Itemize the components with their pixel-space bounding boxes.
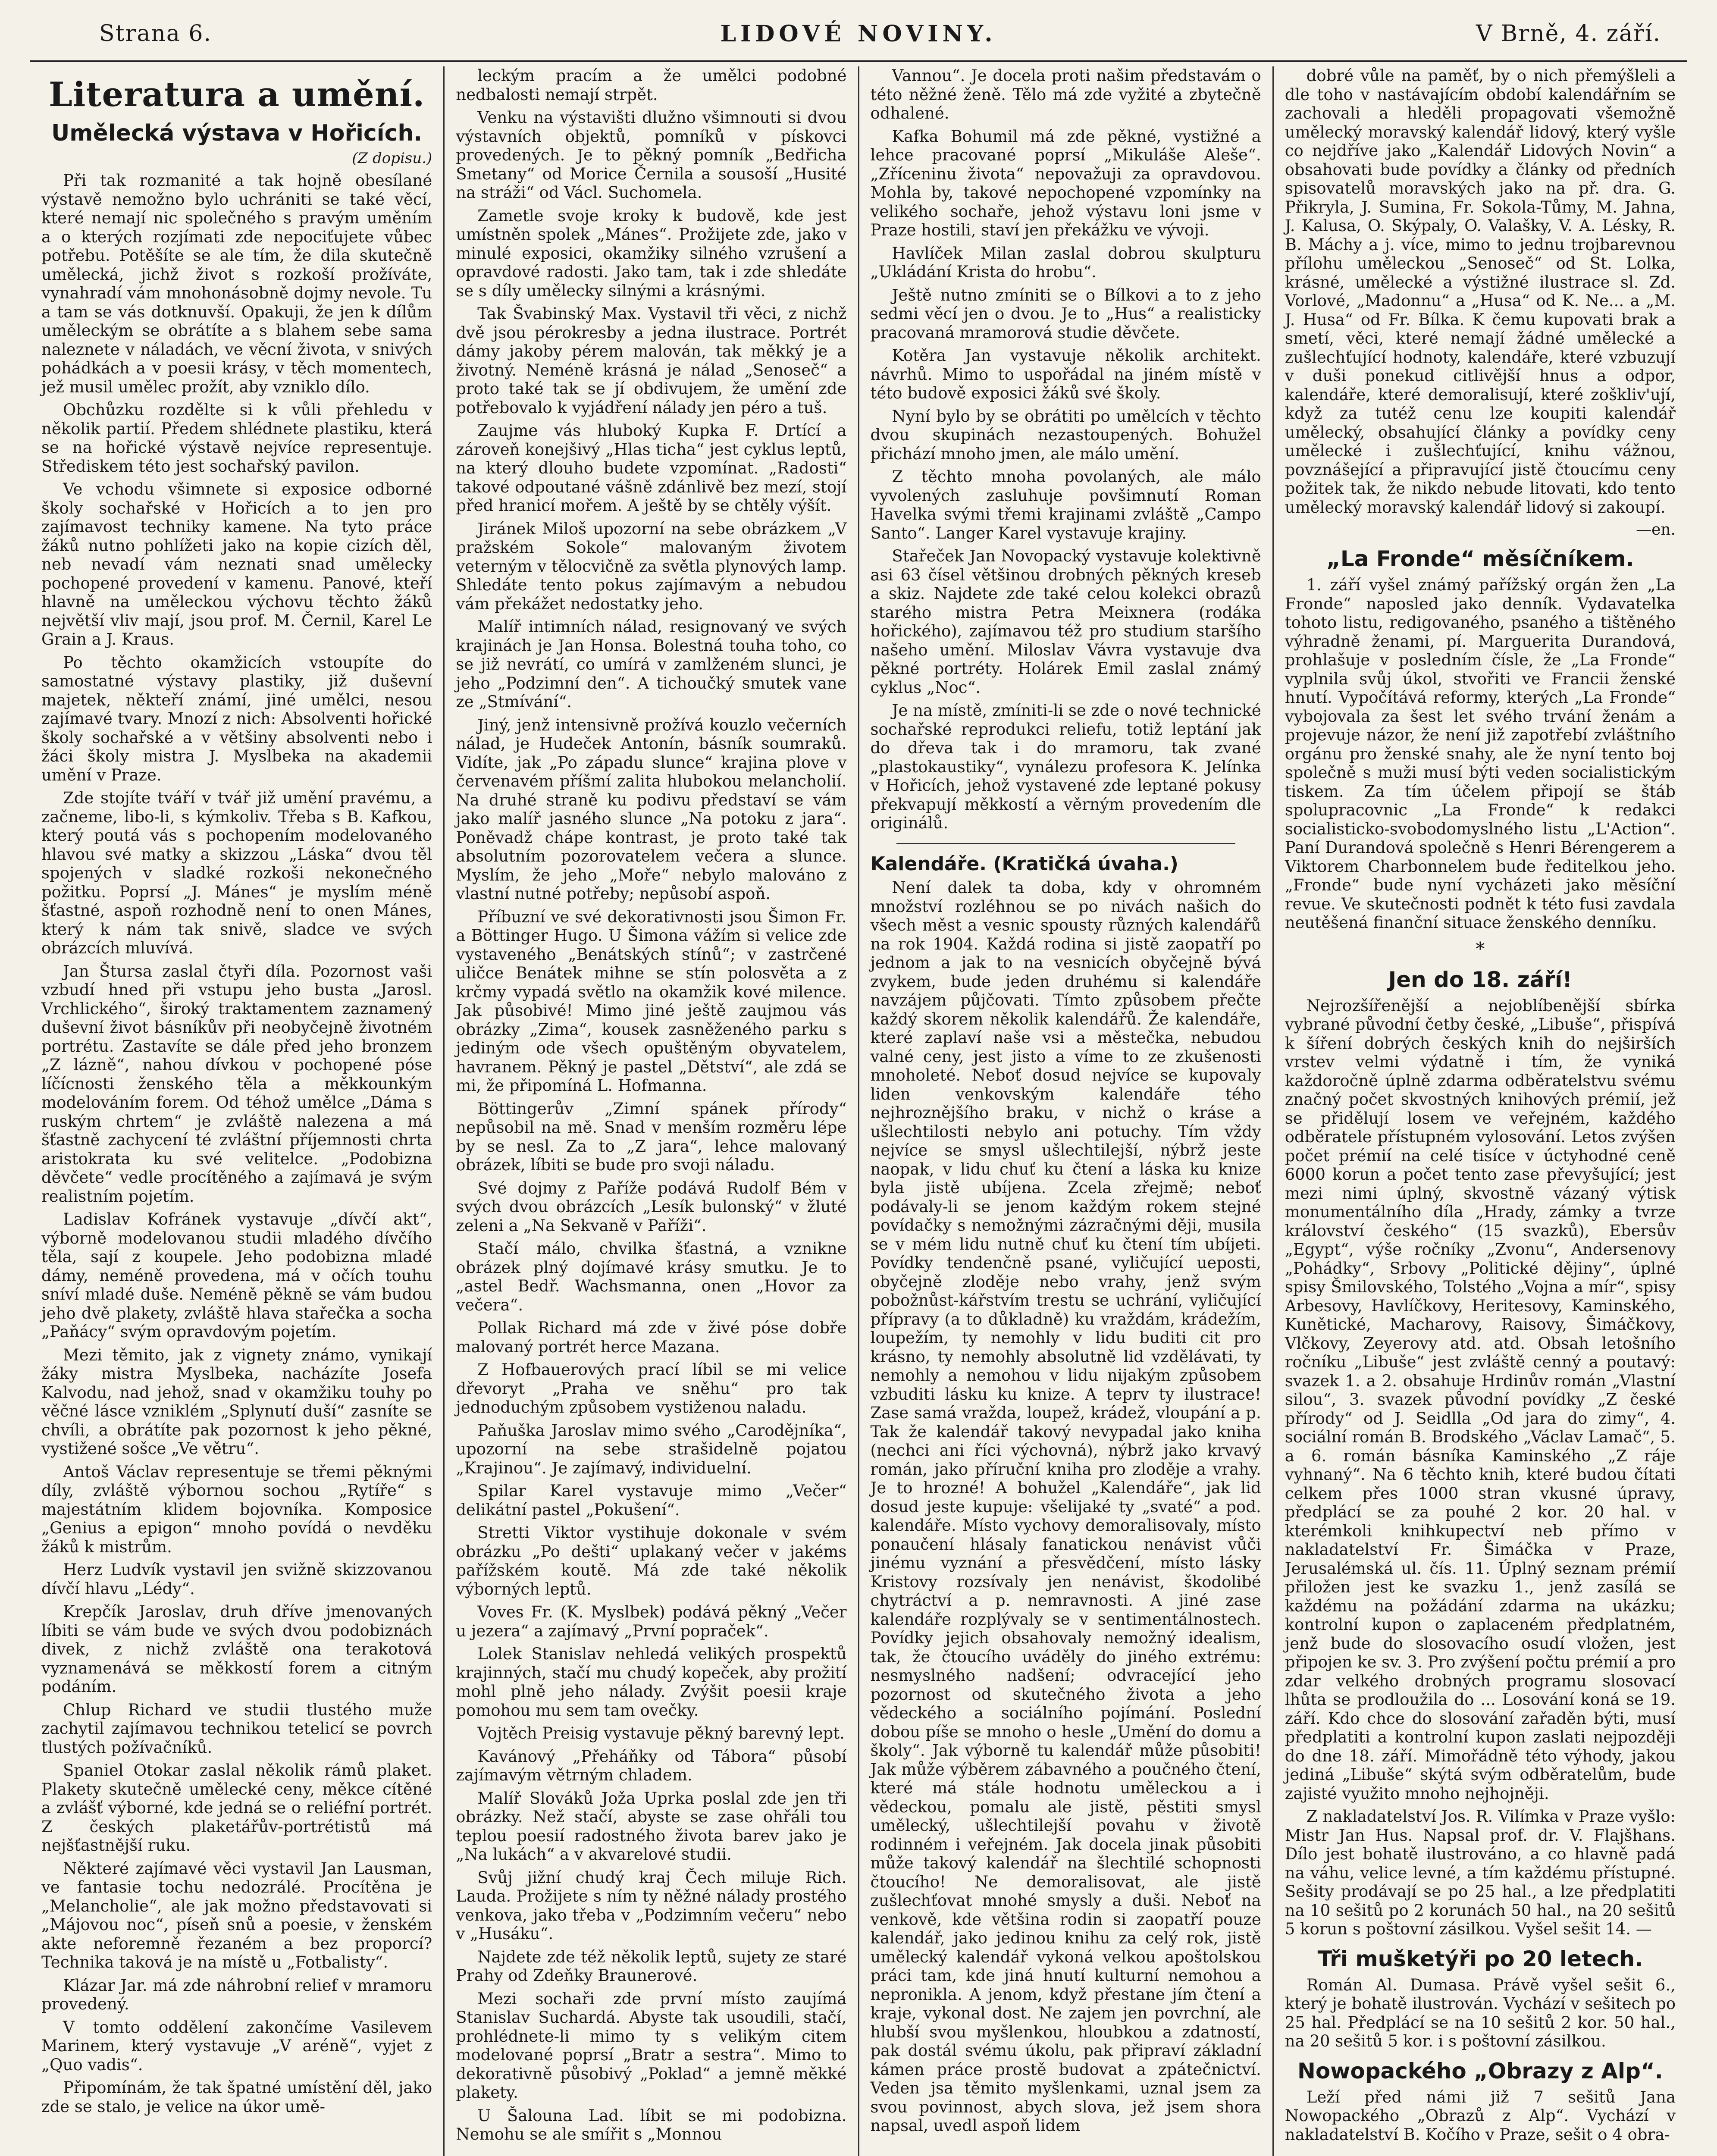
- divider: [896, 843, 1235, 844]
- paragraph: Po těchto okamžicích vstoupíte do samostatné výstavy plastiky, již duševní majetek, někteří známí, jiné umělci, nesou zajímavé tvary. Mnozí z nich: Absolventi hořické školy sochařské a v většiny absolventi nebo i žáci školy mistra J. Myslbeka na akademii umění v Praze.: [41, 653, 432, 784]
- paragraph: Mezi těmito, jak z vignety známo, vynikají žáky mistra Myslbeka, nacházíte Josefa Kalvodu, nad jehož, snad v okamžiku touhy po věčné lásce vzniklém „Splynutí duší“ zasníte se chvíli, a obrátíte pak pozornost k jeho pěkné, vystižené sošce „Ve větru“.: [41, 1345, 432, 1458]
- issue-dateline: V Brně, 4. září.: [1476, 21, 1661, 47]
- separator-star: *: [1476, 938, 1485, 959]
- section-title: Literatura a umění.: [48, 75, 425, 114]
- paragraph: Jiný, jenž intensivně prožívá kouzlo večerních nálad, je Hudeček Antonín, básník soumraků. Vidíte, jak „Po západu slunce“ krajina plove v červenavém příšmí zalita hlubokou melancholií. Na druhé straně ku podivu představí se vám jako malíř jasného slunce „Na potoku z jara“. Poněvadž chápe kontrast, je proto také tak absolutním pozorovatelem večera a slunce. Myslím, že jeho „Moře“ nebylo malováno z vlastní nutné potřeby; nepůsobí aspoň.: [456, 715, 847, 903]
- paragraph: 1. září vyšel známý pařížský orgán žen „La Fronde“ naposled jako denník. Vydavatelka tohoto listu, redigovaného, psaného a tištěného výhradně ženami, pí. Marguerita Durandová, prohlašuje v posledním čísle, že „La Fronde“ vyplnila svůj úkol, stvořiti ve Francii ženské hnutí. Vypočítává reformy, kterých „La Fronde“ vybojovala za šest let svého trvání ženám a projevuje názor, že není již zapotřebí zvláštního orgánu pro ženské snahy, ale že nyní tento boj společně s muži musí býti veden socialistickým tiskem. Za tím účelem připojí se štáb spolupracovnic „La Fronde“ k redakci socialisticko-svobodomyslného listu „L'Action“. Paní Durandová společně s Henri Bérengerem a Viktorem Charbonnelem bude ředitelkou jeho. „Fronde“ bude nyní vycházeti jako měsíční revue. Ve skutečnosti podnět k této fusi zavdala neutěšená finanční situace ženského denníku.: [1285, 576, 1676, 932]
- paragraph: Kafka Bohumil má zde pěkné, vystižné a lehce pracované poprsí „Mikuláše Aleše“. „Zříceninu života“ nepovažuji za opravdovou. Mohla by, takové nepochopené vzpomínky na velikého sochaře, jehož výstavu loni jsme v Praze hostili, staví jen překážku ve vývoji.: [870, 127, 1261, 239]
- paragraph: Lolek Stanislav nehledá velikých prospektů krajinných, stačí mu chudý kopeček, aby prožití mohl plně jeho nálady. Zvýšit poesii kraje pomohou mu sem tam ovečky.: [456, 1645, 847, 1720]
- paragraph: Voves Fr. (K. Myslbek) podává pěkný „Večer u jezera“ a zajímavý „První popraček“.: [456, 1603, 847, 1640]
- fronde-title: „La Fronde“ měsíčníkem.: [1326, 546, 1634, 571]
- column-4: [1274, 66, 1687, 2156]
- paragraph: Jan Štursa zaslal čtyři díla. Pozornost vaši vzbudí hned při vstupu jeho busta „Jarosl. Vrchlického“, široký traktamentem zaznamený duševní život básníkův při neobyčejně životném portrétu. Zastavíte se dále před jeho bronzem „Z lázně“, nahou dívkou v pochopené póse líčícnosti ženského těla a měkkounkým modelováním forem. Od téhož umělce „Dáma s ruským chrtem“ je zvláště nalezena a má šťastně zachycení té zvláštní příjemnosti chrta aristokrata ku své velitelce. „Podobizna děvčete“ vedle procítěného a zajímavá je svým realistním pojetím.: [41, 962, 432, 1206]
- column-1: [30, 66, 445, 2156]
- column-2: [445, 66, 859, 2156]
- paragraph: Antoš Václav representuje se třemi pěknými díly, zvláště výbornou sochou „Rytíře“ s majestátním klidem bojovníka. Komposice „Genius a epigon“ mnoho povídá o nevděku žáků k mistrům.: [41, 1462, 432, 1556]
- paragraph: Vannou“. Je docela proti našim představám o této něžné ženě. Tělo má zde vyžité a zbytečně odhalené.: [870, 66, 1261, 122]
- fronde-body: [1285, 576, 1676, 932]
- page-header: [30, 13, 1687, 62]
- paragraph: Havlíček Milan zaslal dobrou skulpturu „Ukládání Krista do hrobu“.: [870, 244, 1261, 281]
- vilimek-notice: Z nakladatelství Jos. R. Vilímka v Praze vyšlo: Mistr Jan Hus. Napsal prof. dr. V. Flajšhans. Dílo jest bohatě ilustrováno, a co hlavně padá na váhu, velice levné, a tím každému přístupné. Sešity prodávají se po 25 hal., a lze předplatiti na 10 sešitů po 2 korunách 50 hal., na 20 sešitů 5 korun s poštovní zásilkou. Vyšel sešit 14. —: [1285, 1807, 1676, 1938]
- paragraph: Kotěra Jan vystavuje několik architekt. návrhů. Mimo to uspořádal na jiném místě v této budově exposici žáků své školy.: [870, 346, 1261, 402]
- paragraph: Malíř Slováků Joža Uprka poslal zde jen tři obrázky. Než stačí, abyste se zase ohřáli tou teplou poesií radostného života barev jako je „Na lukách“ a v akvarelové studii.: [456, 1789, 847, 1864]
- column-3: [859, 66, 1274, 2156]
- paragraph: U Šalouna Lad. líbit se mi podobizna. Nemohu se ale smířit s „Monnou: [456, 2106, 847, 2143]
- paragraph: Najdete zde též několik leptů, sujety ze staré Prahy od Zdeňky Braunerové.: [456, 1947, 847, 1985]
- paragraph: Není dalek ta doba, kdy v ohromném množství rozléhnou se po nivách našich do všech měst a vesnic spousty různých kalendářů na rok 1904. Každá rodina si jistě zaopatří po jednom a jak to na vesnicích obyčejně bývá zvykem, bude jeden druhému si kalendáře navzájem půjčovati. Tímto způsobem přečte každý skorem několik kalendářů. Že kalendáře, které zaplaví naše vsi a městečka, nebudou valné ceny, jest jisto a víme to ze zkušenosti mnoholeté. Neboť dosud nejvíce se kupovaly liden venkovským kalendáře tého nejhroznějšího braku, v nichž o kráse a ušlechtilosti nebylo ani potuchy. Tím vždy nejvíce se smysl ušlechtilejší, nýbrž jeste naopak, v lidu chuť ku čtení a láska ku knize byla jistě ubíjena. Zcela zřejmě; neboť podávaly-li se jenom každým rokem stejné povídačky s nemožnými zázračnými ději, musila se v mém lidu nutně chuť ku čtení tím ubíjeti. Povídky tendenčně psané, vyličující ueposti, obyčejně zloděje nebo vrahy, jenž svým pobožnůst-kářstvím trestu se uchrání, vyličující přípravy (a to důkladně) ku vraždám, krádežím, loupežím, ty nemohly v lidu buditi cit pro krásno, ty nemohly absolutně lid vzdělávati, ty nemohly a nemohou v lidu nijakým způsobem vzbuditi lásku ku knize. A teprv ty ilustrace! Zase samá vražda, loupež, krádež, vloupání a p. Tak že kalendář takový nevypadal jako kniha (nechci ani říci výchovná), nýbrž jako krvavý román, jako příruční kniha pro zloděje a vrahy. Je to hrozné! A bohužel „Kalendáře“, jak lid dosud jeste kupuje: všelijaké ty „svaté“ a pod. kalendáře. Místo vychovy demoralisovaly, místo ponaučení hlásaly fanatickou nenávist vůči jinému vyznání a přesvědčení, místo lásky Kristovy rozsívaly jen nenávist, škodolibé chytráctví a p. nemravnosti. A jiné zase kalendáře rozplývaly se v sentimentálnostech. Povídky jejich obsahovaly nemožný idealism, tak, že čtoucího uváděly do jiného extrému: nesmyslného nadšení; odvracející jeho pozornost od skutečného života a jeho vědeckého a sociálního pojímání. Poslední dobou píše se mnoho o hesle „Umění do domu a školy“. Jak výborně tu kalendář může působiti! Jak může výběrem zábavného a poučného čtení, které má stále hodnotu uměleckou a i vědeckou, pomalu ale jistě, pěstiti smysl umělecký, ušlechtilejší povahu v životě rodinném i veřejném. Jak docela jinak působiti může takový kalendář na šlechtilé schopnosti čtoucího! Ne demoralisovat, ale jistě zušlechťovat mnohé smysly a duši. Neboť na venkově, kde většina rodin si zaopatří pouze kalendář, jako jedinou knihu za celý rok, jistě umělecký kalendář vykoná velkou apoštolskou práci tam, kde jiná hnutí kulturní nemohou a nepronikla. A jenom, když přestane jím čtení a kraje, vykonal dost. Ne zajem jen povrchní, ale hlubší svou myšlenkou, hloubkou a zdatností, pak dostál svému úkolu, pak připraví základní kámen práce prostě budovat a zpátečnictví. Veden jsa těmito myšlenkami, uznal jsem za svou povinnost, abych slova, jež jsem shora napsal, uvedl aspoň lidem: [870, 878, 1261, 2135]
- paragraph: Je na místě, zmíniti-li se zde o nové technické sochařské reprodukci reliefu, totiž leptání jak do dřeva tak i do mramoru, tak zvané „plastokaustiky“, vynálezu profesora K. Jelínka v Hořicích, jehož vystavené zde leptané pokusy překvapují měkkostí a věrným provedením dle originálů.: [870, 701, 1261, 832]
- paragraph: Svůj jižní chudý kraj Čech miluje Rich. Lauda. Prožijete s ním ty něžné nálady prostého venkova, jako třeba v „Podzimním večeru“ nebo v „Husáku“.: [456, 1868, 847, 1943]
- calendar-article-body: [871, 878, 1261, 2135]
- calendar-article-intro: Kalendáře. (Kratičká úvaha.): [870, 852, 1178, 875]
- paragraph: Venku na výstavišti dlužno všimnouti si dvou výstavních objektů, pomníků v pískovci provedených. Je to pěkný pomník „Bedřicha Smetany“ od Morice Černila a sousoší „Husité na stráži“ od Václ. Suchomela.: [456, 108, 847, 202]
- paragraph: Nejrozšířenější a nejoblíbenější sbírka vybrané původní četby české, „Libuše“, přispívá k šíření dobrých českých knih do nejširších vrstev velmi výdatně i tím, že vyniká každoročně úplně zdarma odběratelstvu svému značný počet skvostných knihových prémií, jež se přidělují losem ve veřejném, každého odběratele přístupném vylosování. Letos zvýšen počet prémií na celé tisíce v úctyhodné ceně 6000 korun a počet tento zase převyšující; jest mezi nimi úplný, skvostně vázaný výtisk monumentálního díla „Hrady, zámky a tvrze království českého“ (15 svazků), Ebersův „Egypt“, výše ročníky „Zvonu“, Andersenovy „Pohádky“, Srbovy „Politické dějiny“, úplné spisy Šmilovského, Tolstého „Vojna a mír“, spisy Arbesovy, Havlíčkovy, Heritesovy, Kaminského, Kunětické, Macharovy, Raisovy, Šimáčkovy, Vlčkovy, Zeyerovy atd. atd. Obsah letošního ročníku „Libuše“ jest zvláště cenný a poutavý: svazek 1. a 2. obsahuje Hrdinův román „Vlastní silou“, 3. svazek původní povídky „Z české přírody“ od J. Seidlla „Od jara do zimy“, 4. sociální román B. Brodského „Václav Lamač“, 5. a 6. román básníka Kaminského „Z ráje vyhnaný“. Na 6 těchto knih, které budou čítati celkem přes 1000 stran vkusné úpravy, předplácí se za pouhé 2 kor. 20 hal. v kterémkoli knihkupectví neb přímo v nakladatelství Fr. Šimáčka v Praze, Jerusalémská ul. čís. 11. Úplný seznam prémií přiložen jest ke svazku 1., jenž zasílá se každému na požádání zdarma na ukázku; kontrolní kupon o zaplaceném předplatném, jenž bude do slosovacího osudí vložen, jest připojen ke sv. 3. Pro zvýšení počtu prémií a pro zdar velkého drobných programu slosovací lhůta se prodloužila do ... Losování koná se 19. září. Kdo chce do slosování zařaděn býti, musí předplatiti a kontrolní kupon zaslati nejpozději do dne 18. září. Mimořádně této výhody, jakou jediná „Libuše“ skýtá svým odběratelům, bude zajisté využito mnoho nejhojněji.: [1285, 996, 1676, 1803]
- paragraph: Böttingerův „Zimní spánek přírody“ nepůsobil na mě. Snad v menším rozměru lépe by se nesl. Za to „Z jara“, lehce malovaný obrázek, líbiti se bude pro svoji náladu.: [456, 1099, 847, 1174]
- paragraph: Z Hofbauerových prací líbil se mi velice dřevoryt „Praha ve sněhu“ pro tak jednoduchým způsobem vystiženou naladu.: [456, 1360, 847, 1416]
- paragraph: dobré vůle na paměť, by o nich přemýšleli a dle toho v nastávajícím období kalendářním se zachovali a hleděli propagovati všemožně umělecký moravský kalendář lidový, který vyšle co nejdříve jako „Kalendář Lidových Novin“ a obsahovati bude povídky a články od předních spisovatelů moravských jako na př. dra. G. Přikryla, J. Sumina, Fr. Sokola-Tůmy, M. Jahna, J. Kalusa, O. Skýpaly, O. Valašky, V. A. Lésky, R. B. Máchy a j. více, mimo to jednu trojbarevnou přílohu uměleckou „Senoseč“ od St. Lolka, krásné, umělecké a výstižné ilustrace sl. Zd. Vorlové, „Madonnu“ a „Husa“ od K. Ne... a „M. J. Husa“ od Fr. Bílka. K čemu kupovati brak a smetí, věci, které nemají žádné umělecké a zušlechťující hodnoty, kalendáře, které vzbuzují v duši ponekud citlivější hnus a odpor, kalendáře, které demoralisují, které zoškliv'ují, když za tutéž cenu lze koupiti kalendář umělecký, obsahující články a povídky ceny umělecké i zušlechťující, knihu vážnou, povznášející a připravující jistě čtoucímu ceny požitek tak, že nikdo nebude litovati, kdo tento umělecký moravský kalendář lidový si zakoupí.: [1285, 66, 1676, 517]
- article-body: [41, 171, 432, 2116]
- paragraph: Při tak rozmanité a tak hojně obesílané výstavě nemožno bylo uchrániti se také věcí, které nemají nic společného s pravým uměním a o kterých rozjímati zde nepociťujete vůbec potřebu. Potěšíte se ale tím, že dila skutečně umělecká, jichž život s rozkoší prožíváte, vynahradí vám mnohonásobně dojmy nevole. Tu a tam se vás dotknuvší. Opakuji, že jen k dílům uměleckým se obrátíte a s blahem sebe sama naleznete v náladách, ve věcní života, v snivých pohádkách a v poesii krásy, v těch momentech, jež musil umělec prožít, aby vzniklo dílo.: [41, 171, 432, 396]
- paragraph: Tak Švabinský Max. Vystavil tři věci, z nichž dvě jsou pérokresby a jedna ilustrace. Portrét dámy jakoby pérem malován, tak měkký je a životný. Neméně krásná je nálad „Senoseč“ a proto také tak se jí obdivujem, že umění zde potřebovalo k vyjádření nálady jen péro a tuš.: [456, 304, 847, 417]
- page-number: Strana 6.: [99, 21, 212, 47]
- paragraph: Z těchto mnoha povolaných, ale málo vyvolených zasluhuje povšimnutí Roman Havelka svými třemi krajinami zvláště „Campo Santo“. Langer Karel vystavuje krajiny.: [870, 467, 1261, 542]
- paragraph: Ve vchodu všimnete si exposice odborné školy sochařské v Hořicích a to jen pro zajímavost techniky kamene. Na tyto práce žáků nutno pohlížeti jako na kopie cizích děl, neb nevadí vám neznati snad umělecky pochopené provedení v kamenu. Panové, kteří hlavně na uměleckou výchovu těchto žáků největší vliv mají, jsou prof. M. Černil, Karel Le Grain a J. Kraus.: [41, 480, 432, 649]
- paragraph: Kavánový „Přeháňky od Tábora“ působí zajímavým větrným chladem.: [456, 1747, 847, 1784]
- author-signature: —en.: [1636, 521, 1676, 539]
- paragraph: Malíř intimních nálad, resignovaný ve svých krajinách je Jan Honsa. Bolestná touha toho, co se již nevrátí, co umírá v zamlženém slunci, je jeho „Podzimní den“. A tichoučký smutek vane ze „Stmívání“.: [456, 617, 847, 711]
- alps-title: Nowopackého „Obrazy z Alp“.: [1297, 2058, 1663, 2084]
- paragraph: Spilar Karel vystavuje mimo „Večer“ delikátní pastel „Pokušení“.: [456, 1482, 847, 1519]
- article-columns: [30, 66, 1687, 2156]
- paragraph: Mezi sochaři zde první místo zaujímá Stanislav Suchardá. Abyste tak usoudili, stačí, prohlédnete-li mimo ty s velikým citem modelované poprsí „Bratr a sestra“. Mimo to dekorativně působivý „Poklad“ a jemně měkké plakety.: [456, 1989, 847, 2102]
- paragraph: Krepčík Jaroslav, druh dříve jmenovaných líbiti se vám bude ve svých dvou podobiznách divek, z nichž zvláště ona terakotová vyznamenává se měkkostí forem a citným podáním.: [41, 1602, 432, 1696]
- article-title: Umělecká výstava v Hořicích.: [51, 120, 423, 146]
- paragraph: Své dojmy z Paříže podává Rudolf Bém v svých dvou obrázcích „Lesík bulonský“ v žluté zeleni a „Na Sekvaně v Paříži“.: [456, 1178, 847, 1235]
- paragraph: Vojtěch Preisig vystavuje pěkný barevný lept.: [477, 1724, 845, 1742]
- paragraph: Nyní bylo by se obrátiti po umělcích v těchto dvou skupinách nezastoupených. Bohužel přichází mnoho jmen, ale málo umění.: [870, 407, 1261, 463]
- libuse-title: Jen do 18. září!: [1388, 967, 1573, 992]
- article-body: [871, 66, 1261, 833]
- paragraph: Ladislav Kofránek vystavuje „dívčí akt“, výborně modelovanou studii mladého dívčího těla, sají z koupele. Jeho podobizna mladé dámy, neméně provedena, má v očích touhu sníví mladé duše. Neméně pěkně se vám budou jeho dvě plakety, zvláště hlava stařečka a socha „Paňácy“ svým opravdovým pojetím.: [41, 1210, 432, 1341]
- musketeers-title: Tři mušketýři po 20 letech.: [1317, 1946, 1643, 1971]
- paragraph: Zaujme vás hluboký Kupka F. Drtící a zároveň konejšivý „Hlas ticha“ jest cyklus leptů, na který dlouho budete vzpomínat. „Radosti“ takové odpoutané vášně zdánlivě bez mezí, stojí před hranicí mořem. A ještě by se chtěly výšít.: [456, 421, 847, 515]
- musketeers-notice: Román Al. Dumasa. Právě vyšel sešit 6., který je bohatě ilustrován. Vychází v sešitech po 25 hal. Předplácí se na 10 sešitů 2 kor. 50 hal., na 20 sešitů 5 kor. i s poštovní zásilkou.: [1285, 1975, 1676, 2050]
- paragraph: Zametle svoje kroky k budově, kde jest umístněn spolek „Mánes“. Prožijete zde, jako v minulé exposici, okamžiky silného vzrušení a opravdové radosti. Jako tam, tak i zde shledáte se s díly umělecky silnými a krásnými.: [456, 206, 847, 300]
- paragraph: Ještě nutno zmíniti se o Bílkovi a to z jeho sedmi věcí jen o dvou. Je to „Hus“ a realisticky pracovaná mramorová studie děvčete.: [870, 285, 1261, 342]
- paragraph: leckým pracím a že umělci podobné nedbalosti nemají strpět.: [456, 66, 847, 104]
- paragraph: Jiránek Miloš upozorní na sebe obrázkem „V pražském Sokole“ malovaným životem veterným v tělocvičně za světla plynových lamp. Shledáte tento pokus zajímavým a nebudou vám překážet nedostatky jeho.: [456, 519, 847, 613]
- paragraph: Zde stojíte tváří v tvář již umění pravému, a začneme, libo-li, s kýmkoliv. Třeba s B. Kafkou, který poutá vás s pochopením modelovaného hlavou své matky a skizzou „Láska“ dvou těl spojených v sladké rozkoši nekonečného požitku. Poprsí „J. Mánes“ je myslím méně šťastné, aspoň rozhodně není to onen Mánes, který k nám tak snivě, sladce ve svých obrázcích mluvívá.: [41, 789, 432, 957]
- article-source: (Z dopisu.): [352, 150, 432, 167]
- paragraph: Připomínám, že tak špatné umístění děl, jako zde se stalo, je velice na úkor umě-: [41, 2078, 432, 2116]
- newspaper-title: LIDOVÉ NOVINY.: [720, 21, 997, 47]
- paragraph: Příbuzní ve své dekorativnosti jsou Šimon Fr. a Böttinger Hugo. U Šimona vážím si velice zde vystaveného „Benátských stínů“; v zastrčené uličce Benátek mihne se stín polosvěta a z krčmy vypadá světlo na okamžik kové milence. Jak působivé! Mimo jiné ještě zaujmou vás obrázky „Zima“, kousek zasněženého parku s jediným ode všech opuštěným obyvatelem, havranem. Pěkný je pastel „Dětství“, ale zdá se mi, že připomíná L. Hofmanna.: [456, 907, 847, 1095]
- paragraph: V tomto oddělení zakončíme Vasilevem Marinem, který vystavuje „V aréně“, vyjet z „Quo vadis“.: [41, 2018, 432, 2074]
- paragraph: Chlup Richard ve studii tlustého muže zachytil zajímavou technikou tetelicí se povrch tlustých požívačníků.: [41, 1700, 432, 1757]
- paragraph: Paňuška Jaroslav mimo svého „Carodějníka“, upozorní na sebe strašidelně pojatou „Krajinou“. Je zajímavý, individuelní.: [456, 1421, 847, 1477]
- paragraph: Stretti Viktor vystihuje dokonale v svém obrázku „Po dešti“ uplakaný večer v jakéms pařížském koutě. Má zde také několik výborných leptů.: [456, 1523, 847, 1598]
- paragraph: Některé zajímavé věci vystavil Jan Lausman, ve fantasie tochu nedozrálé. Procítěna je „Melancholie“, ale jak možno představovati si „Májovou noc“, píseň snů a poesie, v ženském akte neforemně řezaném a bez proporcí? Technika taková je na místě u „Fotbalisty“.: [41, 1859, 432, 1971]
- paragraph: Spaniel Otokar zaslal několik rámů plaket. Plakety skutečně umělecké ceny, měkce cítěné a zvlášť výborné, kde jedná se o reliéfní portrét. Z českých plaketářův-portrétistů má nejšťastnější ruku.: [41, 1761, 432, 1855]
- libuse-body: [1285, 997, 1676, 1803]
- paragraph: Pollak Richard má zde v živé póse dobře malovaný portrét herce Mazana.: [456, 1319, 847, 1356]
- calendar-article-conclusion: [1285, 66, 1676, 517]
- article-body: [456, 66, 846, 2144]
- paragraph: Stačí málo, chvilka šťastná, a vznikne obrázek plný dojímavé krásy smutku. Je to „astel Bedř. Wachsmanna, onen „Hovor za večera“.: [456, 1239, 847, 1314]
- paragraph: Stařeček Jan Novopacký vystavuje kolektivně asi 63 čísel většinou drobných pěkných kreseb a skiz. Najdete zde také celou kolekci obrazů starého mistra Petra Meixnera (rodáka hořického), zajímavou též pro studium staršího našeho umění. Miloslav Vávra vystavuje dva pěkné portréty. Holárek Emil zaslal známý cyklus „Noc“.: [870, 547, 1261, 697]
- paragraph: Obchůzku rozdělte si k vůli přehledu v několik partií. Předem shlédnete plastiku, která se na hořické výstavě nejvíce representuje. Střediskem této jest sochařský pavilon.: [41, 401, 432, 476]
- paragraph: Herz Ludvík vystavil jen svižně skizzovanou dívčí hlavu „Lédy“.: [41, 1561, 432, 1598]
- alps-notice: Leží před námi již 7 sešitů Jana Nowopackého „Obrazů z Alp“. Vychází v nakladatelství B. Kočího v Praze, sešit o 4 obra-: [1285, 2087, 1676, 2144]
- paragraph: Klázar Jar. má zde náhrobní relief v mramoru provedený.: [41, 1976, 432, 2013]
